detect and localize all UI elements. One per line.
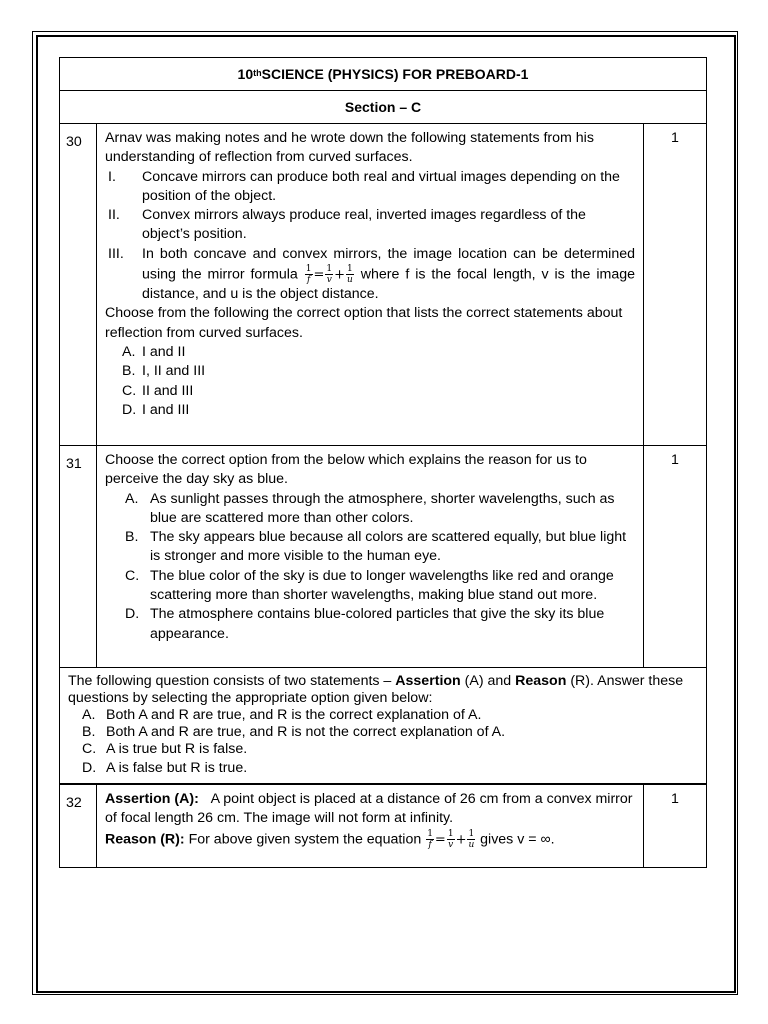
question-stem: Arnav was making notes and he wrote down the following statements from his understanding of reflection from curved surfaces. — [105, 130, 594, 166]
reason-text: For above given system the equation — [188, 830, 422, 847]
option-item: C. A is true but R is false. — [82, 741, 248, 757]
plus-sign: + — [455, 831, 467, 847]
question-number: 32 — [60, 785, 97, 867]
fraction-1-over-u: $\frac{1}{u}$ — [347, 264, 353, 286]
option-item: B. I, II and III — [122, 363, 206, 380]
fraction-1-over-v: $\frac{1}{v}$ — [447, 828, 454, 850]
question-table — [59, 57, 707, 868]
statement-label: II. — [108, 207, 120, 224]
fraction-1-over-u: $\frac{1}{u}$ — [468, 828, 475, 850]
question-marks: 1 — [671, 791, 679, 807]
question-32 — [60, 784, 706, 867]
option-item: D. I and III — [122, 401, 190, 418]
title-prefix: 10 — [237, 66, 254, 82]
question-number: 30 — [60, 124, 97, 445]
statement-text-part: In both concave and convex mirrors, the image location can be determined using the mirror formula — [142, 245, 635, 283]
statement-item — [105, 206, 635, 245]
reason-text-tail: gives v = ∞. — [480, 830, 555, 847]
assertion-reason-instructions — [60, 668, 706, 784]
question-body — [97, 785, 644, 867]
option-item: C. II and III — [122, 382, 194, 399]
assertion-label: Assertion (A): — [105, 791, 199, 807]
option-item: B. Both A and R are true, and R is not the correct explanation of A. — [82, 724, 506, 740]
question-30 — [60, 124, 706, 446]
fraction-1-over-v: $\frac{1}{v}$ — [326, 264, 333, 286]
option-item: D. The atmosphere contains blue-colored particles that give the sky its blue appearance. — [125, 606, 605, 642]
statement-label: I. — [108, 168, 116, 185]
equals-sign: = — [313, 267, 325, 283]
option-item: C. The blue color of the sky is due to longer wavelengths like red and orange scattering more than shorter wavelengths, making blue stand out more. — [125, 567, 614, 604]
question-body — [97, 446, 644, 667]
reason-statement — [105, 829, 635, 850]
statement-text-part: where f is the focal length, v is the image distance, and u is the object distance. — [142, 266, 636, 303]
option-item: A. Both A and R are true, and R is the correct explanation of A. — [82, 707, 482, 723]
option-item: A. I and II — [122, 343, 186, 360]
question-marks: 1 — [671, 130, 679, 146]
section-heading: Section – C — [60, 91, 706, 124]
question-number: 31 — [60, 446, 97, 667]
statement-item — [105, 168, 635, 207]
assertion-text: A point object is placed at a distance of 26 cm from a convex mirror of focal length 26 cm. The image will not form at infinity. — [105, 791, 633, 827]
question-prompt: Choose from the following the correct option that lists the correct statements about reflection from curved surfaces. — [105, 305, 623, 341]
instruction-options — [68, 707, 698, 777]
reason-label: Reason (R): — [105, 830, 185, 847]
statement-item — [105, 245, 635, 305]
question-body — [97, 124, 644, 445]
question-marks: 1 — [671, 452, 679, 468]
option-item: A. As sunlight passes through the atmosphere, shorter wavelengths, such as blue are scattered more than other colors. — [125, 490, 615, 526]
statement-text: Convex mirrors always produce real, inverted images regardless of the object’s position. — [142, 207, 586, 243]
assertion-statement — [105, 790, 635, 829]
statement-label: III. — [108, 245, 124, 262]
plus-sign: + — [334, 267, 346, 283]
statement-text — [142, 245, 635, 305]
question-stem: Choose the correct option from the below which explains the reason for us to perceive the day sky as blue. — [105, 452, 587, 488]
fraction-1-over-f: $\frac{1}{f}$ — [305, 264, 312, 286]
paper-title — [60, 58, 706, 91]
fraction-1-over-f: $\frac{1}{f}$ — [427, 828, 433, 850]
option-item: B. The sky appears blue because all colors are scattered equally, but blue light is stronger and more visible to the human eye. — [125, 529, 627, 565]
statement-text: Concave mirrors can produce both real and virtual images depending on the position of the object. — [142, 168, 620, 204]
title-sup: th — [253, 68, 262, 78]
instruction-text: The following question consists of two statements – Assertion (A) and Reason (R). Answer these questions by selecting the appropriate option given below: — [68, 673, 684, 706]
question-31 — [60, 446, 706, 668]
title-rest: SCIENCE (PHYSICS) FOR PREBOARD-1 — [261, 66, 529, 82]
option-item: D. A is false but R is true. — [82, 760, 248, 776]
equals-sign: = — [434, 831, 446, 847]
